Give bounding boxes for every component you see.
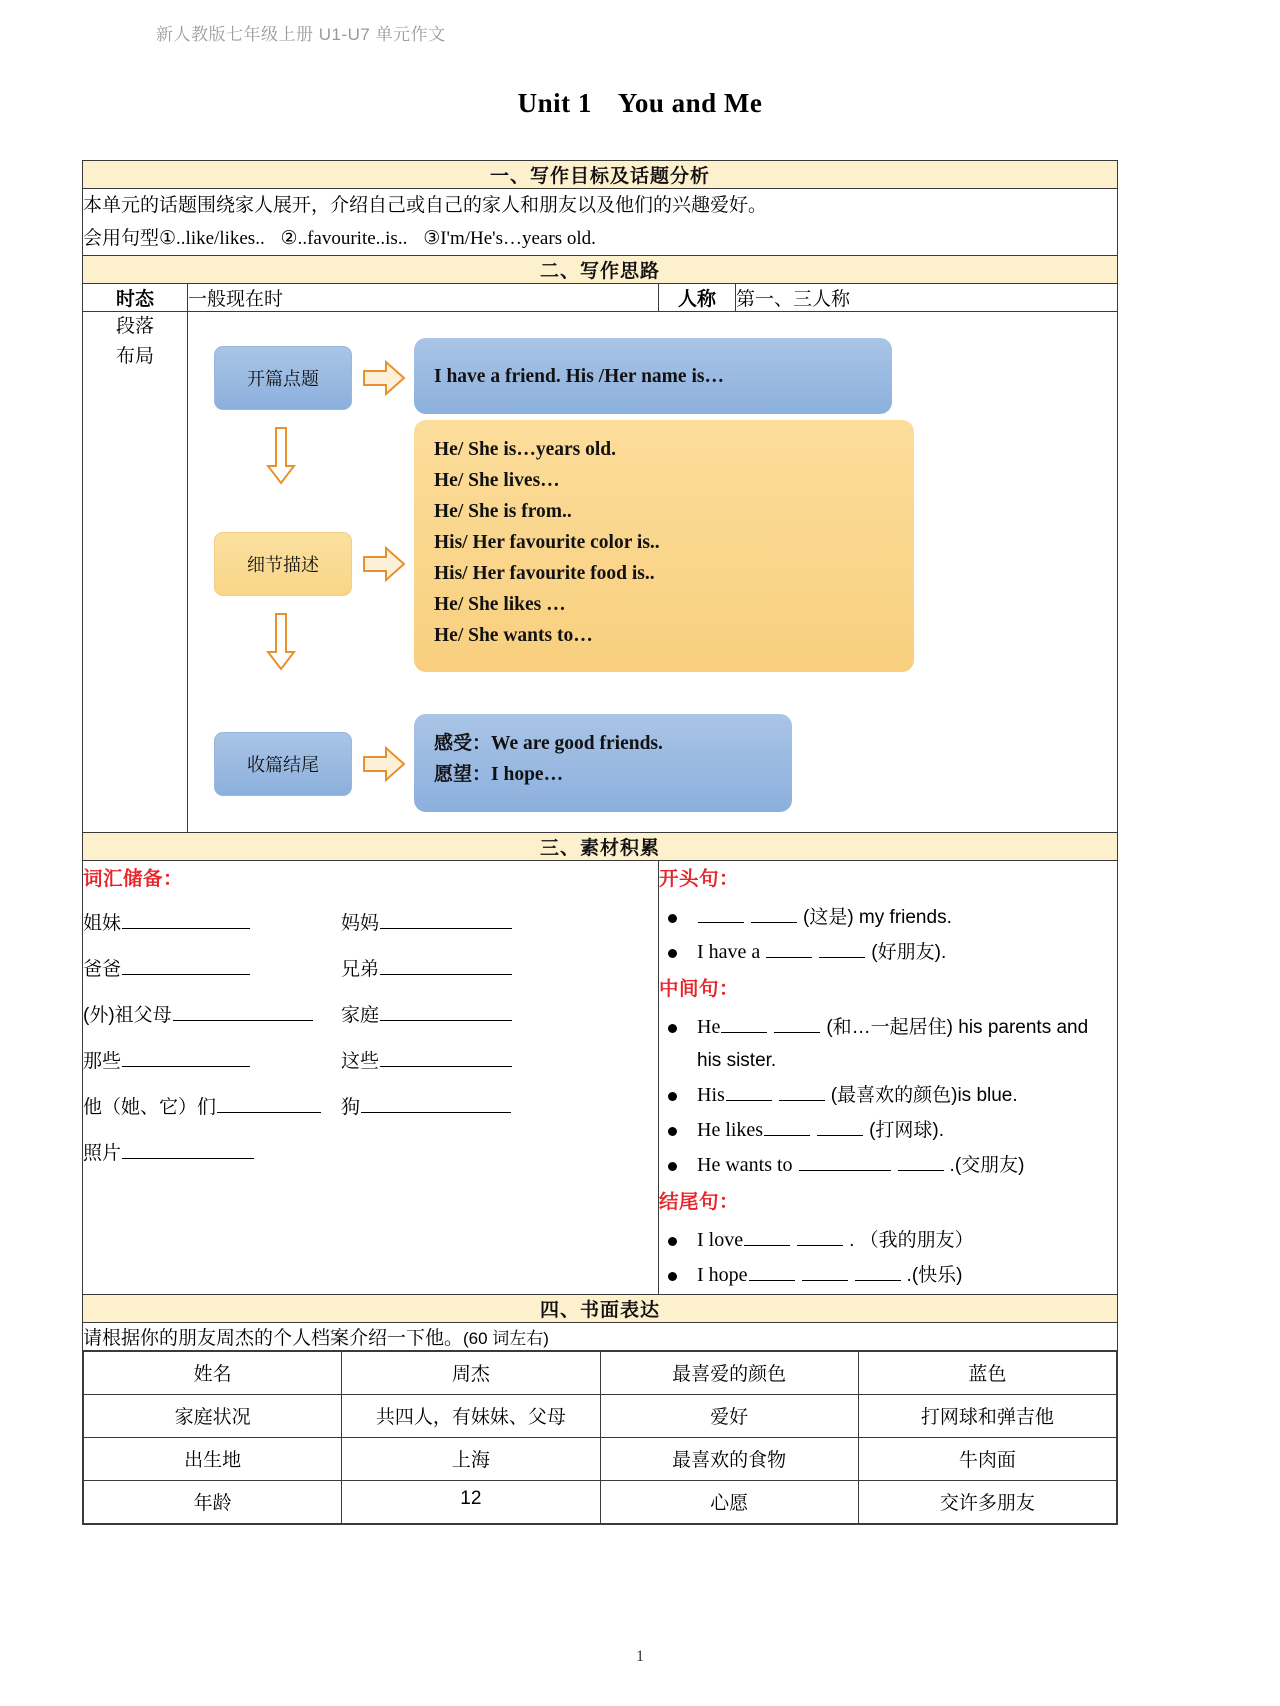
profile-table — [83, 1351, 1117, 1524]
flow-row — [83, 312, 1118, 833]
profile-field-value: 打网球和弹吉他 — [858, 1395, 1116, 1438]
sentence-item — [659, 1114, 1117, 1147]
sentence-blank[interactable] — [799, 1151, 891, 1171]
vocab-item — [341, 947, 513, 993]
vocab-item — [341, 1085, 512, 1131]
profile-field-value: 牛肉面 — [858, 1438, 1116, 1481]
page-number: 1 — [636, 1648, 644, 1665]
profile-field-label: 爱好 — [600, 1395, 858, 1438]
sentence-text: I have a — [697, 941, 766, 963]
section1-item-2: ②..favourite..is.. — [280, 228, 408, 249]
sentence-item — [659, 1224, 1117, 1257]
flow-diagram — [188, 312, 1117, 832]
section1-band: 一、写作目标及话题分析 — [83, 161, 1118, 189]
vocab-row — [83, 1131, 658, 1177]
table-row — [84, 1395, 1117, 1438]
vocab-blank[interactable] — [173, 1001, 313, 1021]
arrow-right-icon-1 — [362, 360, 406, 396]
sentence-text: He likes — [697, 1119, 764, 1141]
layout-label — [83, 312, 188, 833]
vocab-row — [83, 947, 658, 993]
vocab-list — [83, 901, 658, 1177]
section4-band: 四、书面表达 — [83, 1295, 1118, 1323]
vocab-row — [83, 1039, 658, 1085]
sentence-blank[interactable] — [744, 1226, 790, 1246]
arrow-right-icon-3 — [362, 746, 406, 782]
opening-sentence-list — [659, 901, 1117, 969]
section3-content-row — [83, 861, 1118, 1295]
sentence-text: He wants to — [697, 1154, 798, 1176]
middle-title: 中间句： — [659, 978, 740, 1000]
sentence-text: (打网球). — [869, 1120, 945, 1141]
vocab-item — [341, 901, 513, 947]
closing-line-1-cn: 感受： — [434, 733, 492, 754]
running-head: 新人教版七年级上册 U1-U7 单元作文 — [156, 25, 446, 44]
closing-line-2-en: I hope… — [491, 764, 564, 785]
profile-field-label: 最喜欢的食物 — [600, 1438, 858, 1481]
vocab-term: 家庭 — [341, 1005, 380, 1026]
sentence-blank[interactable] — [749, 1261, 795, 1281]
sentence-text: .(交朋友) — [949, 1155, 1025, 1176]
section2-band: 二、写作思路 — [83, 256, 1118, 284]
tense-row — [83, 284, 1118, 312]
arrow-down-icon-2 — [266, 612, 296, 672]
closing-line-2 — [434, 759, 772, 790]
sentence-text: His — [697, 1084, 725, 1106]
sentence-text: . （我的朋友） — [849, 1230, 974, 1251]
vocab-term: 兄弟 — [341, 959, 380, 980]
detail-line-5: His/ Her favourite food is.. — [434, 563, 655, 584]
sentence-blank[interactable] — [764, 1116, 810, 1136]
closing-line-2-cn: 愿望： — [434, 764, 492, 785]
vocab-term: 照片 — [83, 1143, 122, 1164]
section1-item-1: ①..like/likes.. — [159, 228, 265, 249]
sentence-item — [659, 901, 1117, 934]
vocab-term: 这些 — [341, 1051, 380, 1072]
profile-table-cell — [83, 1351, 1118, 1525]
vocab-blank[interactable] — [122, 955, 250, 975]
detail-line-4: His/ Her favourite color is.. — [434, 532, 660, 553]
sentences-column — [659, 861, 1118, 1295]
page-title — [0, 88, 1280, 119]
closing-line-1-en: We are good friends. — [491, 733, 663, 754]
table-row — [84, 1438, 1117, 1481]
sentence-blank[interactable] — [726, 1081, 772, 1101]
closing-line-1 — [434, 728, 772, 759]
tense-value: 一般现在时 — [188, 284, 659, 312]
section1-band-row — [83, 161, 1118, 189]
layout-label-line1: 段落 — [115, 316, 154, 337]
section4-prompt-row — [83, 1323, 1118, 1351]
vocab-blank[interactable] — [122, 1047, 250, 1067]
vocab-row — [83, 1085, 658, 1131]
sentence-item — [659, 1079, 1117, 1112]
vocab-item — [341, 1039, 513, 1085]
worksheet-table — [82, 160, 1118, 1525]
section1-line2-prefix: 会用句型 — [83, 228, 160, 249]
vocab-title: 词汇储备： — [83, 868, 184, 890]
section3-band-row — [83, 833, 1118, 861]
sentence-text: I love — [697, 1229, 744, 1251]
vocab-blank[interactable] — [361, 1093, 511, 1113]
flow-node-closing-label: 收篇结尾 — [247, 755, 319, 775]
writing-prompt — [83, 1323, 1118, 1351]
vocab-blank[interactable] — [217, 1093, 321, 1113]
sentence-blank[interactable] — [721, 1013, 767, 1033]
vocab-blank[interactable] — [122, 1139, 254, 1159]
tense-label: 时态 — [83, 284, 188, 312]
sentence-item — [659, 1011, 1117, 1077]
section4-band-row — [83, 1295, 1118, 1323]
vocab-row — [83, 993, 658, 1039]
profile-field-label: 出生地 — [84, 1438, 342, 1481]
flow-node-detail-label: 细节描述 — [247, 555, 319, 575]
vocab-item — [83, 1039, 341, 1085]
vocab-blank[interactable] — [380, 955, 512, 975]
profile-field-value: 周杰 — [342, 1352, 600, 1395]
writing-prompt-main: 请根据你的朋友周杰的个人档案介绍一下他。 — [83, 1328, 464, 1349]
sentence-text: (好朋友). — [871, 942, 947, 963]
sentence-blank[interactable] — [751, 903, 797, 923]
vocab-item — [83, 993, 341, 1039]
layout-label-line2: 布局 — [115, 346, 154, 367]
profile-field-value: 12 — [342, 1481, 600, 1524]
sentence-blank[interactable] — [766, 938, 812, 958]
person-label: 人称 — [659, 284, 736, 312]
title-unit: Unit 1 — [517, 88, 592, 118]
vocab-blank[interactable] — [122, 909, 250, 929]
sentence-text: He — [697, 1016, 721, 1038]
flow-node-closing[interactable] — [214, 732, 352, 796]
flow-text-opening — [414, 338, 892, 414]
profile-field-label: 姓名 — [84, 1352, 342, 1395]
flow-node-opening-label: 开篇点题 — [247, 369, 319, 389]
profile-field-label: 年龄 — [84, 1481, 342, 1524]
vocab-item — [83, 901, 341, 947]
profile-field-value: 蓝色 — [858, 1352, 1116, 1395]
sentence-item — [659, 1149, 1117, 1182]
flow-node-opening[interactable] — [214, 346, 352, 410]
flow-node-detail[interactable] — [214, 532, 352, 596]
detail-line-6: He/ She likes … — [434, 594, 566, 615]
vocab-term: 妈妈 — [341, 913, 380, 934]
vocab-column — [83, 861, 659, 1295]
profile-field-label: 心愿 — [600, 1481, 858, 1524]
vocab-item — [341, 993, 513, 1039]
section1-line2 — [83, 222, 1117, 255]
flow-text-detail — [414, 420, 914, 672]
flow-text-opening-value: I have a friend. His /Her name is… — [434, 365, 724, 387]
section3-band: 三、素材积累 — [83, 833, 1118, 861]
profile-field-value: 上海 — [342, 1438, 600, 1481]
detail-line-3: He/ She is from.. — [434, 501, 572, 522]
flow-diagram-cell — [188, 312, 1118, 833]
sentence-item — [659, 1259, 1117, 1292]
section1-content-row — [83, 189, 1118, 256]
sentence-blank[interactable] — [855, 1261, 901, 1281]
profile-field-label: 家庭状况 — [84, 1395, 342, 1438]
vocab-item — [83, 1131, 341, 1177]
sentence-blank[interactable] — [779, 1081, 825, 1101]
vocab-term: 爸爸 — [83, 959, 122, 980]
closing-title: 结尾句： — [659, 1191, 740, 1213]
vocab-blank[interactable] — [380, 1001, 512, 1021]
sentence-item — [659, 936, 1117, 969]
vocab-term: (外)祖父母 — [83, 1005, 172, 1026]
table-row — [84, 1352, 1117, 1395]
sentence-blank[interactable] — [898, 1151, 944, 1171]
vocab-term: 狗 — [341, 1097, 361, 1118]
flow-text-closing — [414, 714, 792, 812]
table-row — [84, 1481, 1117, 1524]
profile-field-value: 共四人，有妹妹、父母 — [342, 1395, 600, 1438]
section4-profile-row — [83, 1351, 1118, 1525]
section1-line1: 本单元的话题围绕家人展开，介绍自己或自己的家人和朋友以及他们的兴趣爱好。 — [83, 195, 768, 216]
vocab-blank[interactable] — [380, 1047, 512, 1067]
detail-line-1: He/ She is…years old. — [434, 439, 617, 460]
sentence-text: I hope — [697, 1264, 748, 1286]
sentence-blank[interactable] — [797, 1226, 843, 1246]
section1-content — [83, 189, 1118, 256]
arrow-down-icon-1 — [266, 426, 296, 486]
detail-line-7: He/ She wants to… — [434, 625, 593, 646]
vocab-item — [83, 1085, 341, 1131]
arrow-right-icon-2 — [362, 546, 406, 582]
opening-title: 开头句： — [659, 868, 740, 890]
middle-sentence-list — [659, 1011, 1117, 1182]
vocab-item — [83, 947, 341, 993]
sentence-blank[interactable] — [802, 1261, 848, 1281]
closing-sentence-list — [659, 1224, 1117, 1292]
sentence-blank[interactable] — [698, 903, 744, 923]
title-name: You and Me — [617, 88, 763, 118]
vocab-term: 那些 — [83, 1051, 122, 1072]
section1-item-3: ③I'm/He's…years old. — [423, 228, 596, 249]
detail-line-2: He/ She lives… — [434, 470, 560, 491]
writing-prompt-note: (60 词左右) — [463, 1329, 549, 1348]
sentence-text: (这是) my friends. — [803, 907, 952, 928]
person-value: 第一、三人称 — [736, 284, 1118, 312]
sentence-text: (最喜欢的颜色)is blue. — [830, 1085, 1018, 1106]
vocab-term: 姐妹 — [83, 913, 122, 934]
sentence-text: .(快乐) — [906, 1265, 963, 1286]
sentence-blank[interactable] — [819, 938, 865, 958]
vocab-blank[interactable] — [380, 909, 512, 929]
profile-field-value: 交许多朋友 — [858, 1481, 1116, 1524]
sentence-blank[interactable] — [817, 1116, 863, 1136]
vocab-row — [83, 901, 658, 947]
sentence-text: (和…一起居住) his parents and his sister. — [697, 1017, 1089, 1071]
vocab-term: 他（她、它）们 — [83, 1097, 217, 1118]
section2-band-row — [83, 256, 1118, 284]
sentence-blank[interactable] — [774, 1013, 820, 1033]
profile-field-label: 最喜爱的颜色 — [600, 1352, 858, 1395]
